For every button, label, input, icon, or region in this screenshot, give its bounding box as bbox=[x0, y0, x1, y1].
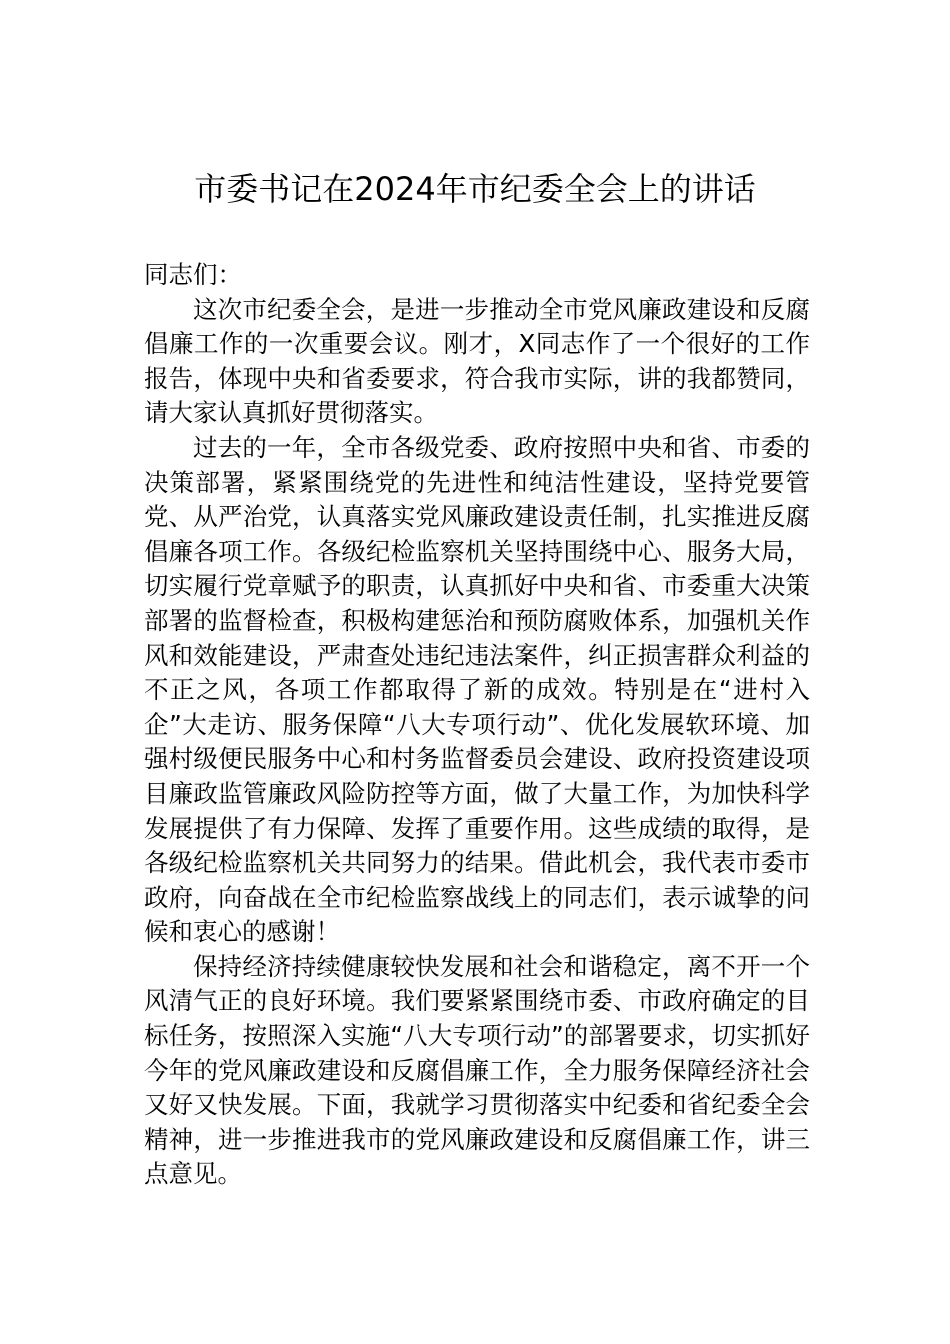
paragraph-3: 保持经济持续健康较快发展和社会和谐稳定，离不开一个风清气正的良好环境。我们要紧紧围绕市委、市政府确定的目标任务，按照深入实施“八大专项行动”的部署要求，切实抓好今年的党风廉政建设和反腐倡廉工作，全力服务保障经济社会又好又快发展。下面，我就学习贯彻落实中纪委和省纪委全会精神，进一步推进我市的党风廉政建设和反腐倡廉工作，讲三点意见。 bbox=[144, 951, 810, 1189]
document-body bbox=[144, 258, 810, 1192]
paragraph-1: 这次市纪委全会，是进一步推动全市党风廉政建设和反腐倡廉工作的一次重要会议。刚才，X同志作了一个很好的工作报告，体现中央和省委要求，符合我市实际，讲的我都赞同，请大家认真抓好贯彻落实。 bbox=[144, 294, 810, 428]
paragraph-2: 过去的一年，全市各级党委、政府按照中央和省、市委的决策部署，紧紧围绕党的先进性和纯洁性建设，坚持党要管党、从严治党，认真落实党风廉政建设责任制，扎实推进反腐倡廉各项工作。各级纪检监察机关坚持围绕中心、服务大局，切实履行党章赋予的职责，认真抓好中央和省、市委重大决策部署的监督检查，积极构建惩治和预防腐败体系，加强机关作风和效能建设，严肃查处违纪违法案件，纠正损害群众利益的不正之风，各项工作都取得了新的成效。特别是在“进村入企”大走访、服务保障“八大专项行动”、优化发展软环境、加强村级便民服务中心和村务监督委员会建设、政府投资建设项目廉政监管廉政风险防控等方面，做了大量工作，为加快科学发展提供了有力保障、发挥了重要作用。这些成绩的取得，是各级纪检监察机关共同努力的结果。借此机会，我代表市委市政府，向奋战在全市纪检监察战线上的同志们，表示诚挚的问候和衷心的感谢！ bbox=[144, 432, 810, 947]
salutation: 同志们： bbox=[144, 260, 242, 289]
document-title: 市委书记在2024年市纪委全会上的讲话 bbox=[194, 170, 756, 208]
